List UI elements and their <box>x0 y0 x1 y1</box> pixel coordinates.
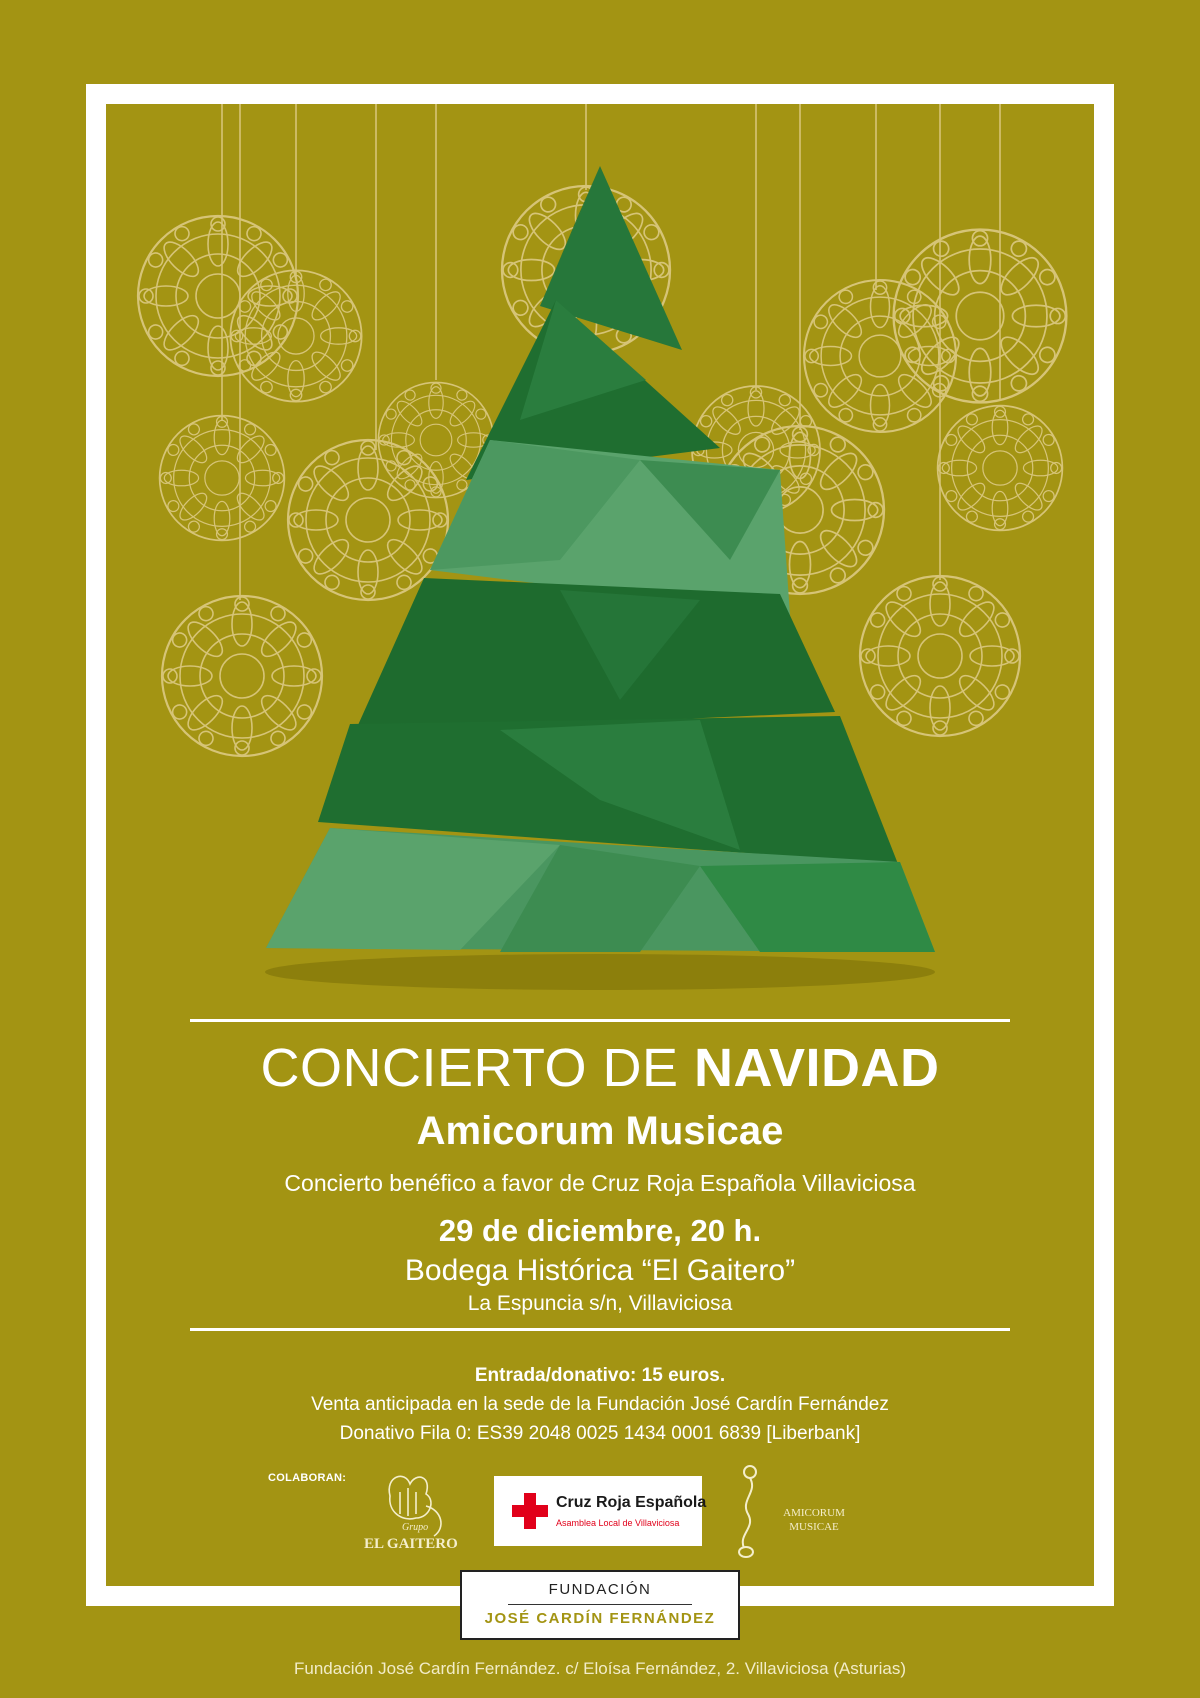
venue-address: La Espuncia s/n, Villaviciosa <box>467 1292 733 1315</box>
el-gaitero-logo <box>360 1466 470 1566</box>
amicorum-text <box>766 1506 862 1534</box>
collaborators-label: COLABORAN: <box>268 1472 347 1484</box>
top-divider <box>190 1019 1010 1022</box>
donation-account: Donativo Fila 0: ES39 2048 0025 1434 0001 6839 [Liberbank] <box>339 1423 861 1444</box>
foundation-divider <box>508 1604 692 1605</box>
amicorum-musicae-logo <box>732 1462 862 1562</box>
event-venue: Bodega Histórica “El Gaitero” <box>404 1254 796 1287</box>
event-date: 29 de diciembre, 20 h. <box>438 1213 762 1248</box>
amicorum-line2: MUSICAE <box>789 1521 839 1533</box>
cruz-roja-subtitle: Asamblea Local de Villaviciosa <box>556 1518 680 1528</box>
title-light: CONCIERTO DE <box>260 1038 695 1098</box>
foundation-logo <box>460 1570 740 1640</box>
concert-title <box>0 1036 1200 1100</box>
benefit-line: Concierto benéfico a favor de Cruz Roja Española Villaviciosa <box>284 1170 916 1196</box>
ensemble-name: Amicorum Musicae <box>416 1109 784 1153</box>
foundation-name: JOSÉ CARDÍN FERNÁNDEZ <box>484 1610 716 1627</box>
cruz-roja-logo <box>494 1476 707 1546</box>
gaitero-grupo: Grupo <box>402 1522 429 1533</box>
red-cross-icon <box>512 1493 548 1529</box>
title-bold: NAVIDAD <box>694 1038 940 1098</box>
foundation-label: FUNDACIÓN <box>548 1581 652 1598</box>
bottom-divider <box>190 1328 1010 1331</box>
cruz-roja-name: Cruz Roja Española <box>556 1494 707 1511</box>
amicorum-line1: AMICORUM <box>783 1507 845 1519</box>
gaitero-name: EL GAITERO <box>364 1536 458 1552</box>
entry-price: Entrada/donativo: 15 euros. <box>474 1365 726 1386</box>
footer-address: Fundación José Cardín Fernández. c/ Eloísa Fernández, 2. Villaviciosa (Asturias) <box>294 1659 906 1678</box>
advance-sale: Venta anticipada en la sede de la Fundación José Cardín Fernández <box>311 1394 889 1415</box>
